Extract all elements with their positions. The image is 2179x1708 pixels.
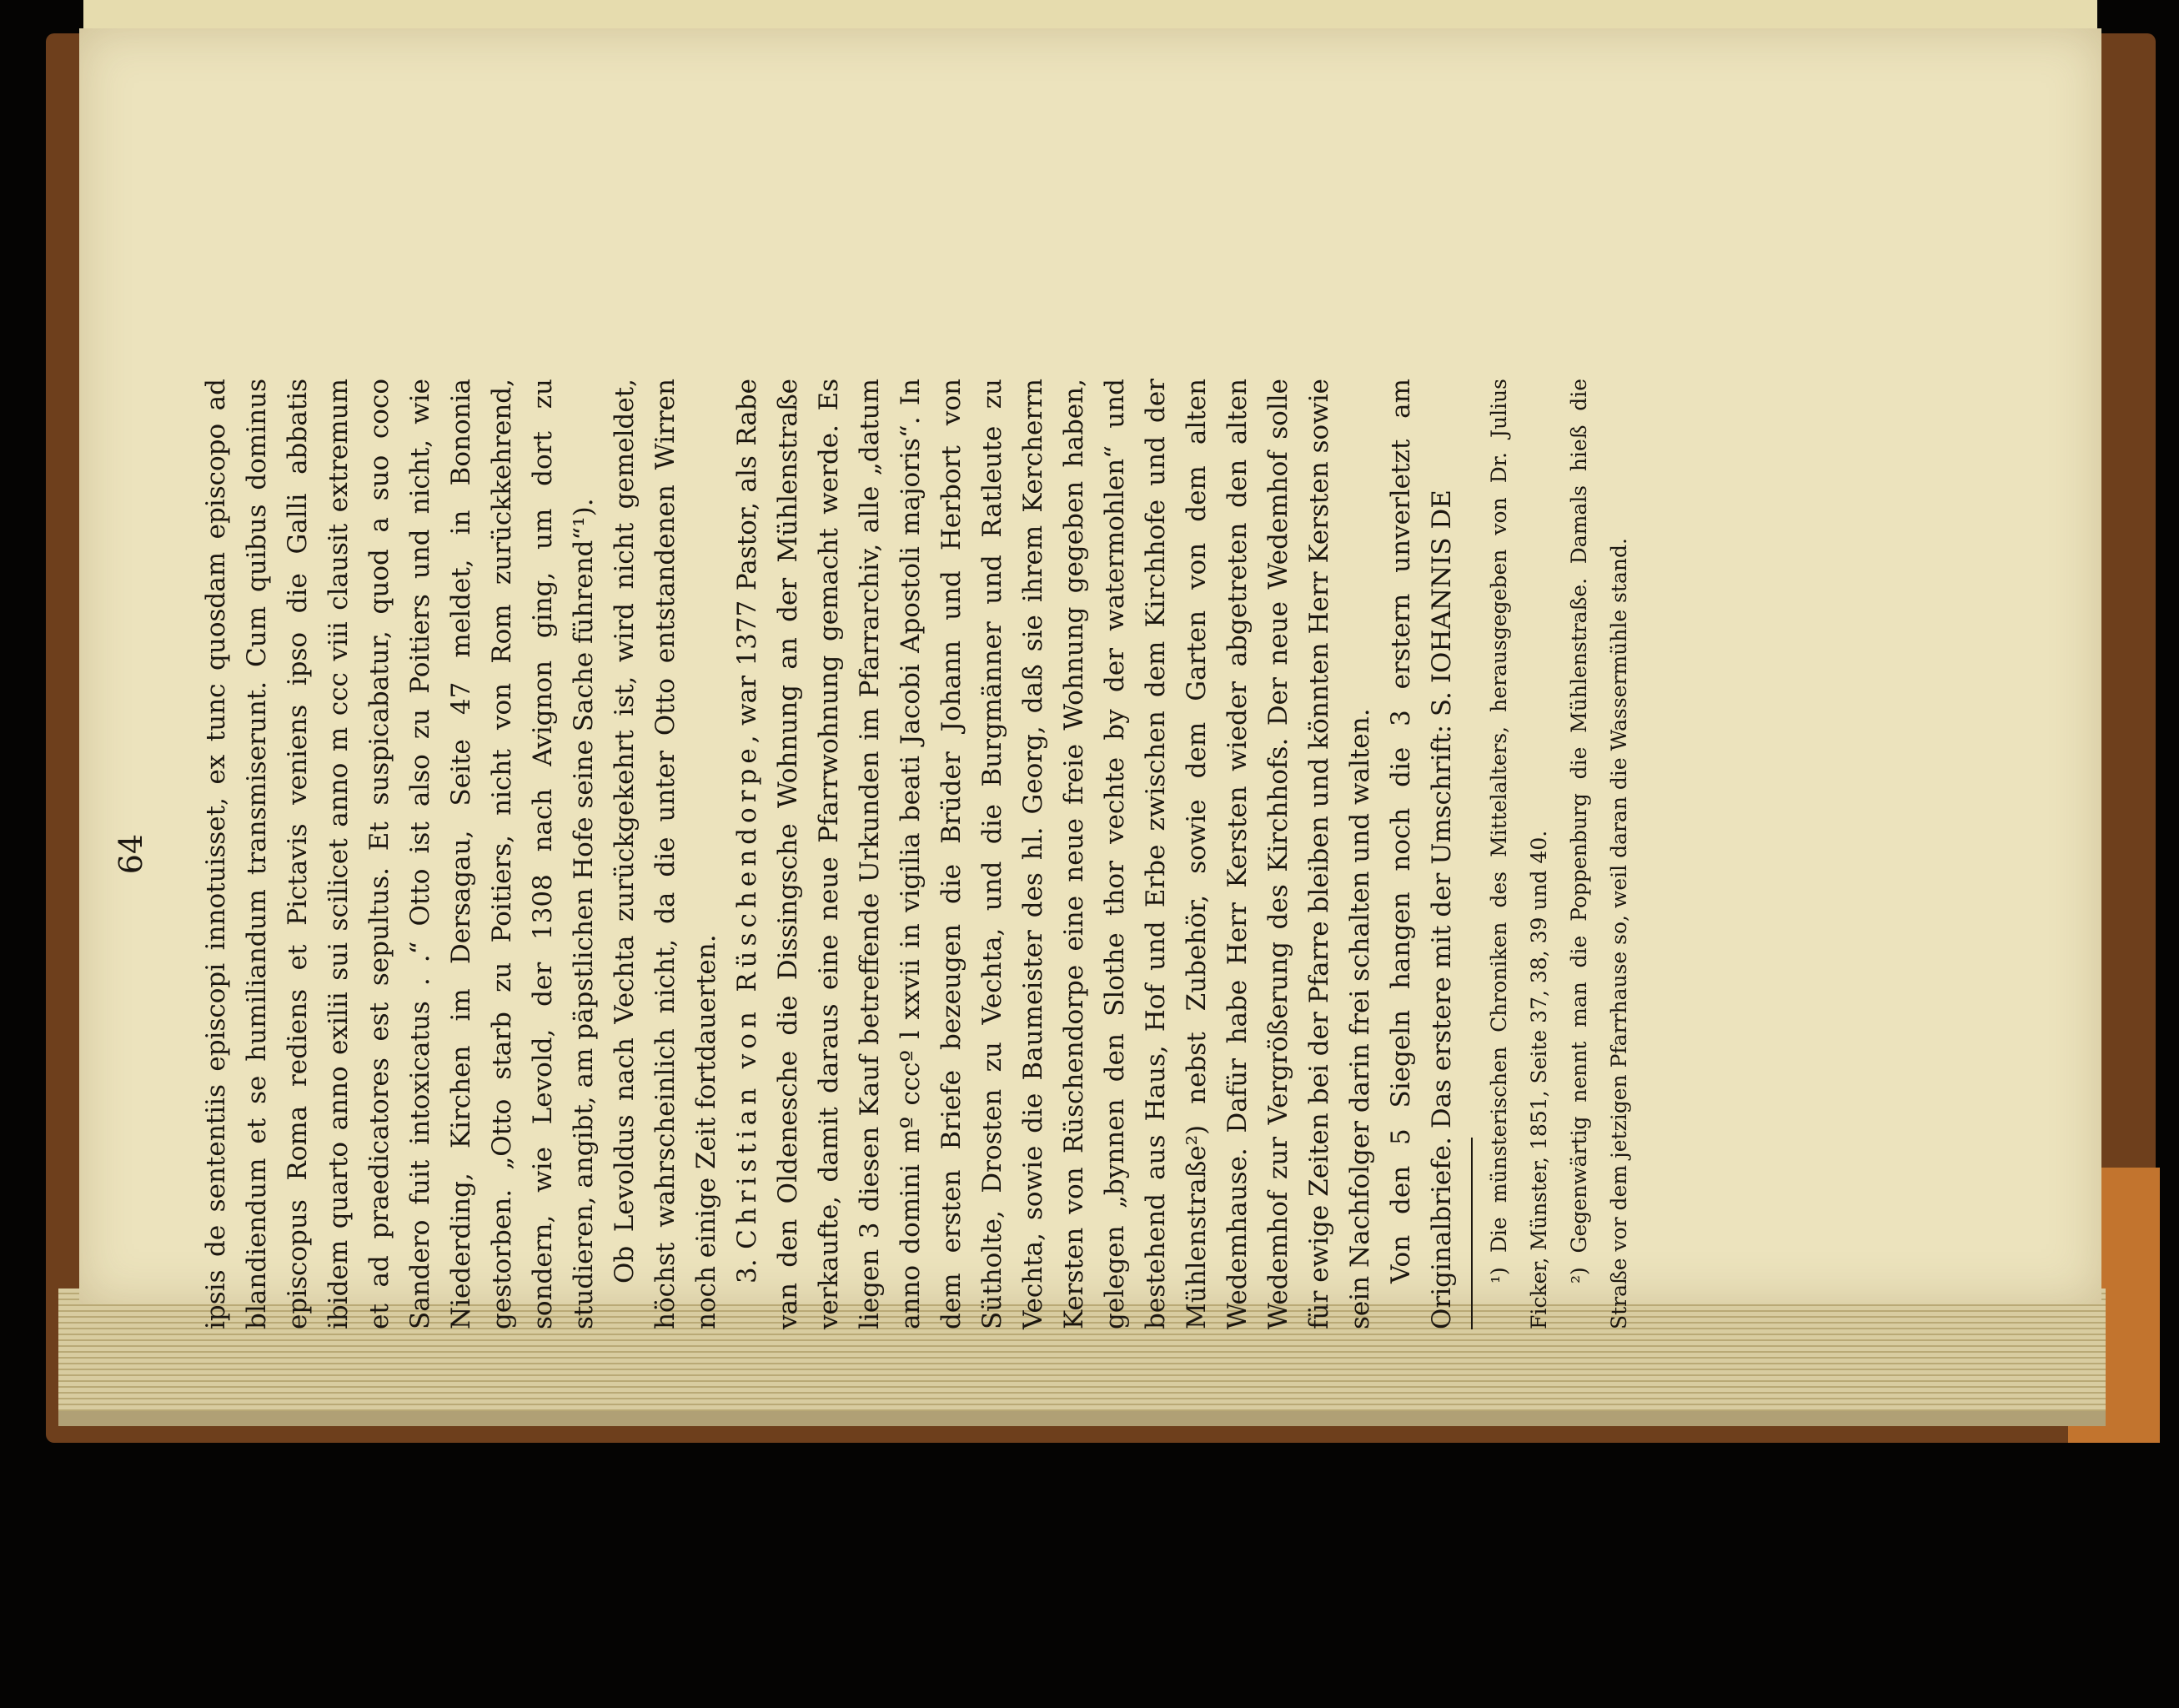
paragraph-latin-quote: ipsis de sententiis episcopi innotuisset, ex tunc quosdam episcopo ad blandiendum et se humiliandum transmiserunt. Cum quibus dominus episcopus Roma rediens et Pictavis veniens ipso die Galli abbatis ibidem quarto anno exilii sui scilicet anno m ccc viii clausit extremum et ad praedicatores est sepultus. Et suspicabatur, quod a suo coco Sandero fuit intoxicatus . .“ Otto ist also zu Poitiers und nicht, wie Niederding, Kirchen im Dersagau, Seite 47 meldet, in Bononia gestorben. „Otto starb zu Poitiers, nicht von Rom zurückkehrend, sondern, wie Levold, der 1308 nach Avignon ging, um dort zu studieren, angibt, am päpstlichen Hofe seine Sache führend“¹).	[201, 379, 599, 1329]
section-name: Christian von Rüschendorpe	[732, 743, 762, 1249]
section-text: , war 1377 Pastor, als Rabe van den Oldenesche die Dissingsche Wohnung an der Mühlenstraße verkaufte, damit daraus eine neue Pfarrwohnung gemacht werde. Es liegen 3 diesen Kauf betreffende Urkunden im Pfarrarchiv, alle „datum anno domini mº cccº l xxvii in vigilia beati Jacobi Apostoli majoris“. In dem ersten Briefe bezeugen die Brüder Johann und Herbort von Sütholte, Drosten zu Vechta, und die Burgmänner und Ratleute zu Vechta, sowie die Baumeister des hl. Georg, daß sie ihrem Kercherrn Kersten von Rüschendorpe eine neue freie Wohnung gegeben haben, gelegen „bynnen den Slothe thor vechte by der watermohlen“ und bestehend aus Haus, Hof und Erbe zwischen dem Kirchhofe und der Mühlenstraße²) nebst Zubehör, sowie dem Garten von dem alten Wedemhause. Dafür habe Herr Kersten wieder abgetreten den alten Wedemhof zur Vergrößerung des Kirchhofs. Der neue Wedemhof solle für ewige Zeiten bei der Pfarre bleiben und könnten Herr Kersten sowie sein Nachfolger darin frei schalten und walten.	[732, 379, 1375, 1329]
footnote-rule	[1471, 1138, 1473, 1329]
page-number: 64	[113, 833, 149, 875]
paragraph-levoldus: Ob Levoldus nach Vechta zurückgekehrt ist, wird nicht gemeldet, höchst wahrscheinlich nicht, da die unter Otto entstandenen Wirren noch einige Zeit fortdauerten.	[610, 379, 721, 1329]
section-number: 3.	[732, 1258, 762, 1284]
paragraph-section-3	[727, 379, 1381, 1329]
page-stack-bottom	[58, 1411, 2106, 1426]
previous-page-edge	[83, 0, 2097, 32]
footnote-2: ²) Gegenwärtig nennt man die Poppenburg die Mühlenstraße. Damals hieß die Straße vor dem jetzigen Pfarrhause so, weil daran die Wassermühle stand.	[1567, 379, 1631, 1329]
page-text-block	[113, 379, 1631, 1329]
paragraph-seals: Von den 5 Siegeln hangen noch die 3 erstern unverletzt am Originalbriefe. Das erstere mit der Umschrift: S. IOHANNIS DE	[1386, 379, 1457, 1329]
page-body	[196, 379, 1631, 1329]
footnote-1: ¹) Die münsterischen Chroniken des Mittelalters, herausgegeben von Dr. Julius Ficker, Münster, 1851, Seite 37, 38, 39 und 40.	[1487, 379, 1551, 1329]
